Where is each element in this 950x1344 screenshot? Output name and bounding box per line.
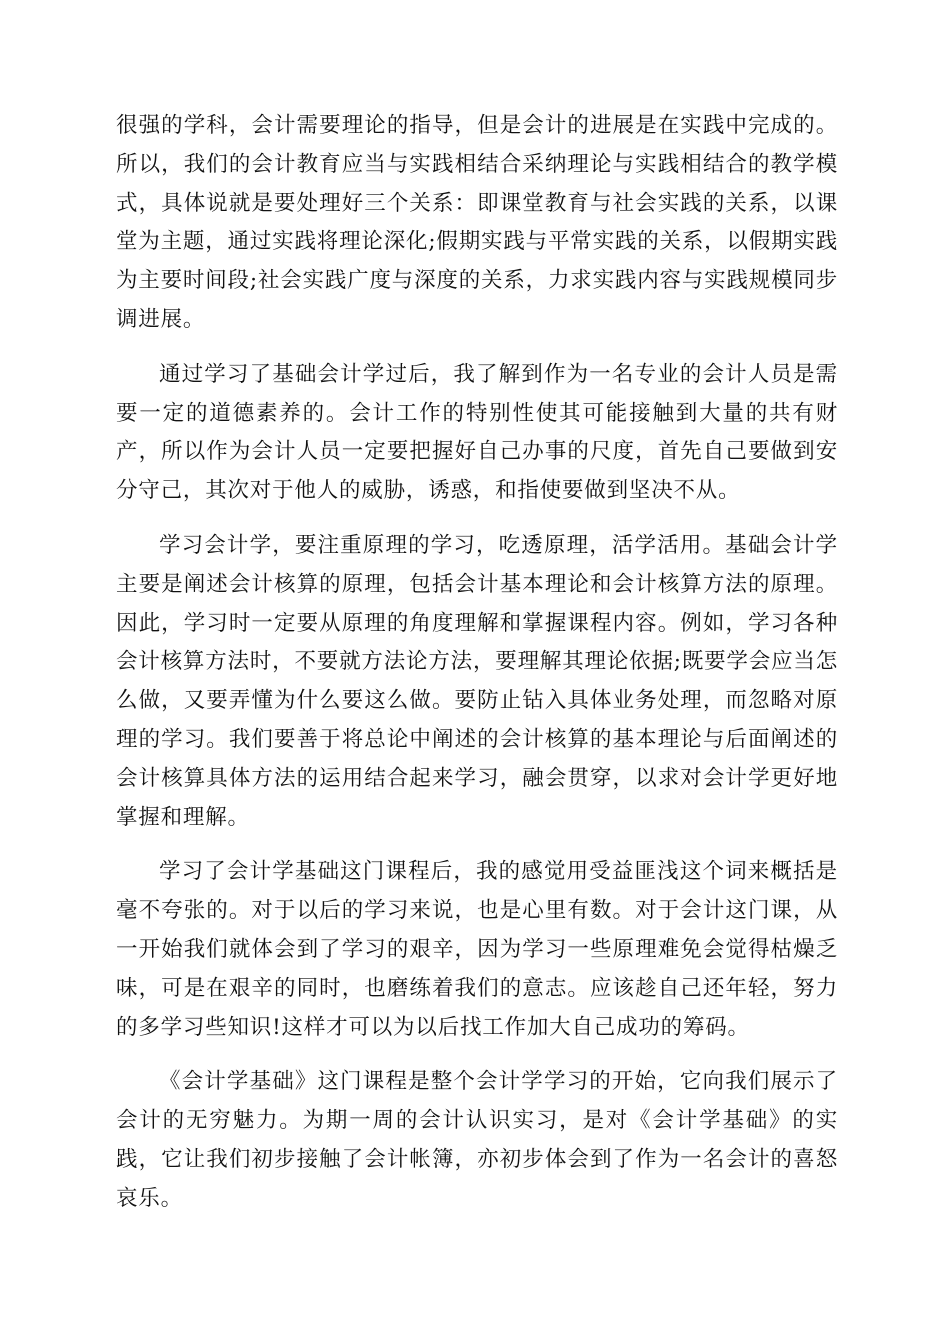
paragraph-reflection: 学习了会计学基础这门课程后，我的感觉用受益匪浅这个词来概括是毫不夸张的。对于以后的学习来说，也是心里有数。对于会计这门课，从一开始我们就体会到了学习的艰辛，因为学习一些原理难免会觉得枯燥乏味，可是在艰辛的同时，也磨练着我们的意志。应该趁自己还年轻，努力的多学习些知识!这样才可以为以后找工作加大自己成功的筹码。 (116, 859, 838, 1040)
paragraph-principles: 学习会计学，要注重原理的学习，吃透原理，活学活用。基础会计学主要是阐述会计核算的原理，包括会计基本理论和会计核算方法的原理。因此，学习时一定要从原理的角度理解和掌握课程内容。例如，学习各种会计核算方法时，不要就方法论方法，要理解其理论依据;既要学会应当怎么做，又要弄懂为什么要这么做。要防止钻入具体业务处理，而忽略对原理的学习。我们要善于将总论中阐述的会计核算的基本理论与后面阐述的会计核算具体方法的运用结合起来学习，融会贯穿，以求对会计学更好地掌握和理解。 (116, 532, 838, 830)
paragraph-continuation: 很强的学科，会计需要理论的指导，但是会计的进展是在实践中完成的。所以，我们的会计教育应当与实践相结合采纳理论与实践相结合的教学模式，具体说就是要处理好三个关系：即课堂教育与社会实践的关系，以课堂为主题，通过实践将理论深化;假期实践与平常实践的关系，以假期实践为主要时间段;社会实践广度与深度的关系，力求实践内容与实践规模同步调进展。 (116, 113, 838, 332)
paragraph-ethics: 通过学习了基础会计学过后，我了解到作为一名专业的会计人员是需要一定的道德素养的。会计工作的特别性使其可能接触到大量的共有财产，所以作为会计人员一定要把握好自己办事的尺度，首先自己要做到安分守己，其次对于他人的威胁，诱惑，和指使要做到坚决不从。 (116, 361, 838, 504)
paragraph-course-intro: 《会计学基础》这门课程是整个会计学学习的开始，它向我们展示了会计的无穷魅力。为期一周的会计认识实习，是对《会计学基础》的实践，它让我们初步接触了会计帐簿，亦初步体会到了作为一名会计的喜怒哀乐。 (116, 1069, 838, 1211)
document-page (116, 107, 838, 1235)
